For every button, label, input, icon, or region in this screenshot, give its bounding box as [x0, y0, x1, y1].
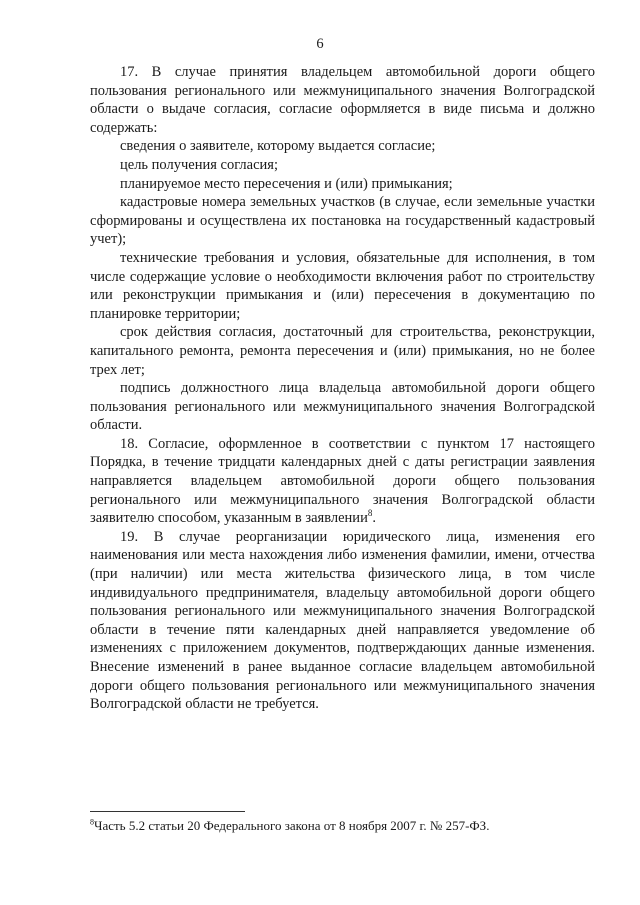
clause-17-item: сведения о заявителе, которому выдается согласие; — [120, 138, 436, 155]
page-number: 6 — [316, 36, 324, 52]
clause-17-item: технические требования и условия, обязательные для исполнения, в том числе содержащие условие о необходимости включения работ по строительству или реконструкции примыкания и (или) пересечения в документацию по планировке территории; — [90, 249, 595, 322]
clause-17-item: кадастровые номера земельных участков (в случае, если земельные участки сформированы и осуществлена их постановка на государственный кадастровый учет); — [90, 194, 595, 248]
document-body — [90, 63, 595, 714]
footnote-text: Часть 5.2 статьи 20 Федерального закона от 8 ноября 2007 г. № 257-ФЗ. — [94, 818, 490, 833]
clause-17-item: цель получения согласия; — [120, 156, 278, 173]
clause-18 — [90, 435, 595, 528]
clause-18-end: . — [372, 510, 376, 527]
clause-19: 19. В случае реорганизации юридического лица, изменения его наименования или места нахождения либо изменения фамилии, имени, отчества (при наличии) или места жительства физического лица, в том числе индивидуального предпринимателя, владельцу автомобильной дороги общего пользования регионального или межмуниципального значения Волгоградской области в течение пяти календарных дней направляется уведомление об изменениях с приложением документов, подтверждающих данные изменения. Внесение изменений в ранее выданное согласие владельцем автомобильной дороги общего пользования регионального или межмуниципального значения Волгоградской области не требуется. — [90, 528, 595, 713]
clause-17-item: планируемое место пересечения и (или) примыкания; — [120, 175, 453, 192]
footnote — [90, 818, 595, 834]
footnote-divider — [90, 811, 245, 812]
clause-17-item: срок действия согласия, достаточный для строительства, реконструкции, капитального ремонта, ремонта пересечения и (или) примыкания, но не более трех лет; — [90, 324, 595, 378]
clause-18-text: 18. Согласие, оформленное в соответствии с пунктом 17 настоящего Порядка, в течение тридцати календарных дней с даты регистрации заявления направляется владельцем автомобильной дороги общего пользования регионального или межмуниципального значения Волгоградской области заявителю способом, указанным в заявлении — [90, 435, 595, 527]
footnote-reference[interactable]: 8 — [367, 508, 373, 519]
footnote-marker: 8 — [90, 817, 94, 827]
clause-17-intro: 17. В случае принятия владельцем автомобильной дороги общего пользования регионального или межмуниципального значения Волгоградской области о выдаче согласия, согласие оформляется в виде письма и должно содержать: — [90, 64, 595, 136]
clause-17-item: подпись должностного лица владельца автомобильной дороги общего пользования регионального или межмуниципального значения Волгоградской области. — [90, 380, 595, 434]
